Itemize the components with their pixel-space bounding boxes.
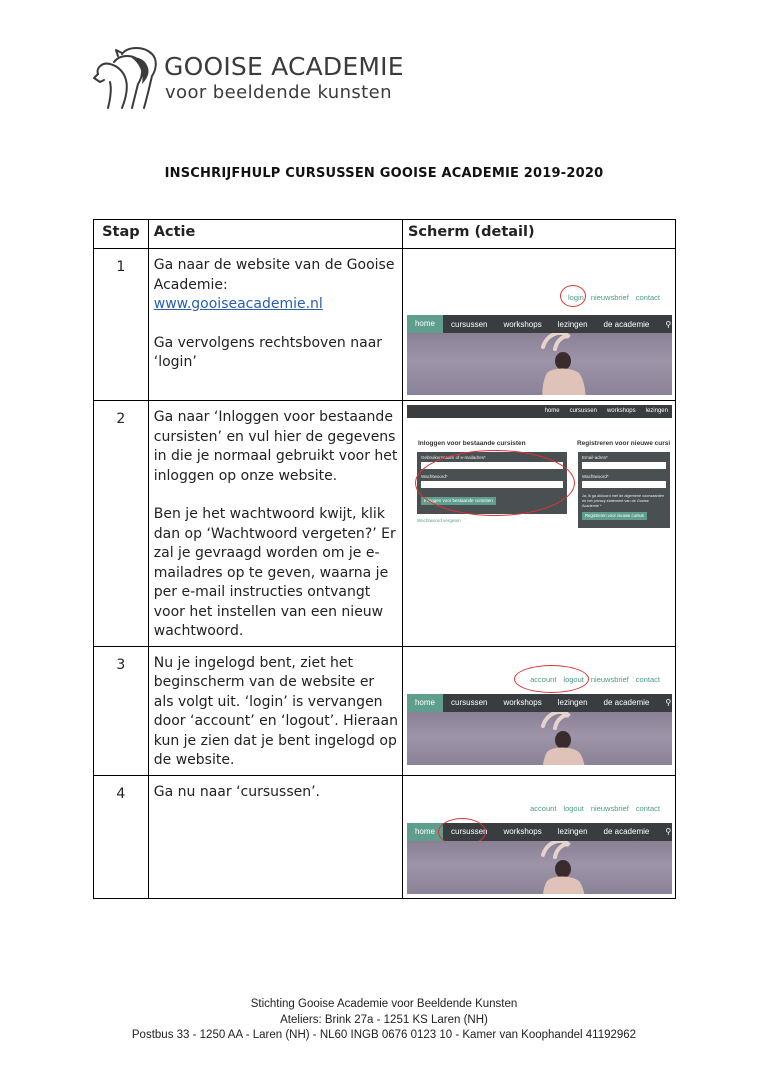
table-header-row bbox=[94, 220, 676, 249]
contact-link[interactable]: contact bbox=[635, 293, 660, 302]
step-screenshot bbox=[402, 249, 675, 401]
step-screenshot bbox=[402, 646, 675, 775]
step-number: 2 bbox=[94, 401, 149, 647]
reg-password-input[interactable] bbox=[582, 481, 666, 488]
login-button[interactable]: Inloggen voor bestaande cursisten bbox=[421, 497, 496, 505]
nav-workshops[interactable]: workshops bbox=[503, 319, 542, 329]
nav-workshops[interactable]: workshops bbox=[503, 827, 542, 836]
nav-lectures[interactable]: lezingen bbox=[557, 827, 588, 836]
topbar-workshops[interactable]: workshops bbox=[606, 408, 636, 414]
step-screenshot bbox=[402, 401, 675, 647]
logo-subtitle: voor beeldende kunsten bbox=[165, 82, 392, 103]
step-action bbox=[148, 249, 402, 401]
nav-academy[interactable]: de academie bbox=[603, 319, 650, 329]
register-form bbox=[578, 452, 670, 528]
action-text: Ga vervolgens rechtsboven naar ‘login’ bbox=[153, 334, 383, 370]
step-number: 1 bbox=[94, 249, 149, 401]
nav-courses[interactable]: cursussen bbox=[451, 827, 488, 836]
nav-courses[interactable]: cursussen bbox=[451, 319, 488, 329]
logo bbox=[92, 44, 402, 114]
reg-password-label: Wachtwoord* bbox=[581, 474, 609, 479]
footer-line: Stichting Gooise Academie voor Beeldende Kunsten bbox=[250, 998, 518, 1010]
search-icon[interactable]: ⚲ bbox=[665, 319, 672, 329]
nav-lectures[interactable]: lezingen bbox=[557, 698, 588, 707]
username-label: Gebruikersnaam of e-mailadres* bbox=[420, 455, 486, 460]
screenshot-login bbox=[407, 405, 672, 535]
nav-courses[interactable]: cursussen bbox=[451, 698, 488, 707]
nav-home[interactable]: home bbox=[407, 694, 443, 712]
step-action bbox=[148, 401, 402, 647]
email-input[interactable] bbox=[582, 462, 666, 469]
dancer-figure-icon bbox=[507, 333, 617, 395]
nav-home[interactable]: home bbox=[407, 823, 443, 841]
highlight-oval bbox=[514, 665, 589, 693]
screenshot-courses bbox=[407, 780, 672, 894]
website-link[interactable]: www.gooiseacademie.nl bbox=[153, 296, 323, 312]
table-row bbox=[94, 401, 676, 647]
header-scherm: Scherm (detail) bbox=[402, 220, 675, 249]
hero-photo bbox=[407, 712, 672, 765]
login-link[interactable]: login bbox=[568, 293, 584, 302]
nav-lectures[interactable]: lezingen bbox=[557, 319, 588, 329]
action-text: Ga nu naar ‘cursussen’. bbox=[153, 783, 320, 800]
topbar-courses[interactable]: cursussen bbox=[569, 408, 597, 414]
hero-photo bbox=[407, 333, 672, 395]
step-number: 4 bbox=[94, 775, 149, 898]
search-icon[interactable]: ⚲ bbox=[665, 827, 672, 836]
search-icon[interactable]: ⚲ bbox=[665, 698, 672, 707]
action-text: Ga naar de website van de Gooise Academie: bbox=[153, 257, 395, 293]
register-heading: Registreren voor nieuwe cursi bbox=[576, 440, 671, 447]
step-screenshot bbox=[402, 775, 675, 898]
site-nav bbox=[407, 694, 672, 712]
screenshot-homepage bbox=[407, 253, 672, 395]
register-button[interactable]: Registreren voor nieuwe cursus bbox=[582, 512, 647, 520]
nav-workshops[interactable]: workshops bbox=[503, 698, 542, 707]
nav-academy[interactable]: de academie bbox=[603, 698, 650, 707]
nav-academy[interactable]: de academie bbox=[603, 827, 650, 836]
account-link[interactable]: account bbox=[530, 674, 557, 684]
site-nav bbox=[407, 315, 672, 333]
login-topbar bbox=[407, 405, 672, 418]
dancer-figure-icon bbox=[507, 712, 617, 765]
account-link[interactable]: account bbox=[530, 803, 557, 813]
newsletter-link[interactable]: nieuwsbrief bbox=[590, 674, 629, 684]
header-stap: Stap bbox=[94, 220, 149, 249]
contact-link[interactable]: contact bbox=[635, 674, 660, 684]
table-row bbox=[94, 249, 676, 401]
topbar-home[interactable]: home bbox=[544, 408, 560, 414]
footer bbox=[0, 997, 768, 1044]
table-row bbox=[94, 646, 676, 775]
logout-link[interactable]: logout bbox=[563, 674, 584, 684]
screenshot-logged-in bbox=[407, 651, 672, 765]
action-text: Nu je ingelogd bent, ziet het beginscherm van de website er als volgt uit. ‘login’ is vervangen door ‘account’ en ‘logout’. Hieraan kun je zien dat je bent ingelogd op de website. bbox=[153, 654, 398, 768]
footer-line: Ateliers: Brink 27a - 1251 KS Laren (NH) bbox=[280, 1013, 488, 1026]
logo-title: GOOISE ACADEMIE bbox=[164, 52, 404, 81]
hero-photo bbox=[407, 841, 672, 894]
header-actie: Actie bbox=[148, 220, 402, 249]
step-number: 3 bbox=[94, 646, 149, 775]
forgot-password-link[interactable]: Wachtwoord vergeten bbox=[416, 518, 461, 523]
topbar-lectures[interactable]: lezingen bbox=[645, 408, 668, 414]
step-action bbox=[148, 775, 402, 898]
action-text: Ga naar ‘Inloggen voor bestaande cursisten’ en vul hier de gegevens in die je normaal gebruikt voor het inloggen op onze website. bbox=[153, 409, 398, 484]
email-label: Email-adres* bbox=[581, 455, 608, 460]
contact-link[interactable]: contact bbox=[635, 803, 660, 813]
nav-home[interactable]: home bbox=[407, 315, 443, 333]
newsletter-link[interactable]: nieuwsbrief bbox=[590, 803, 629, 813]
password-label: Wachtwoord* bbox=[420, 474, 448, 479]
logo-horses-icon bbox=[92, 44, 160, 110]
newsletter-link[interactable]: nieuwsbrief bbox=[590, 293, 629, 302]
action-text: Ben je het wachtwoord kwijt, klik dan op ‘Wachtwoord vergeten?’ Er zal je gevraagd worden om je e-mailadres op te geven, waarna je per e-mail instructies ontvangt voor het instellen van een nieuw wachtwoord. bbox=[153, 506, 396, 639]
footer-line: Postbus 33 - 1250 AA - Laren (NH) - NL60 INGB 0676 0123 10 - Kamer van Koophandel 41192962 bbox=[131, 1029, 637, 1041]
step-action bbox=[148, 646, 402, 775]
highlight-oval bbox=[415, 450, 575, 516]
document-title: INSCHRIJFHULP CURSUSSEN GOOISE ACADEMIE 2019-2020 bbox=[164, 166, 604, 181]
highlight-oval bbox=[560, 285, 586, 307]
top-links bbox=[523, 804, 660, 813]
logout-link[interactable]: logout bbox=[563, 803, 584, 813]
login-heading: Inloggen voor bestaande cursisten bbox=[417, 440, 526, 447]
consent-text: Ja, ik ga akkoord met de algemene voorwaarden en het privacy statement van de Gooise Academie * bbox=[581, 494, 665, 508]
dancer-figure-icon bbox=[507, 841, 617, 894]
table-row bbox=[94, 775, 676, 898]
steps-table bbox=[93, 219, 676, 899]
